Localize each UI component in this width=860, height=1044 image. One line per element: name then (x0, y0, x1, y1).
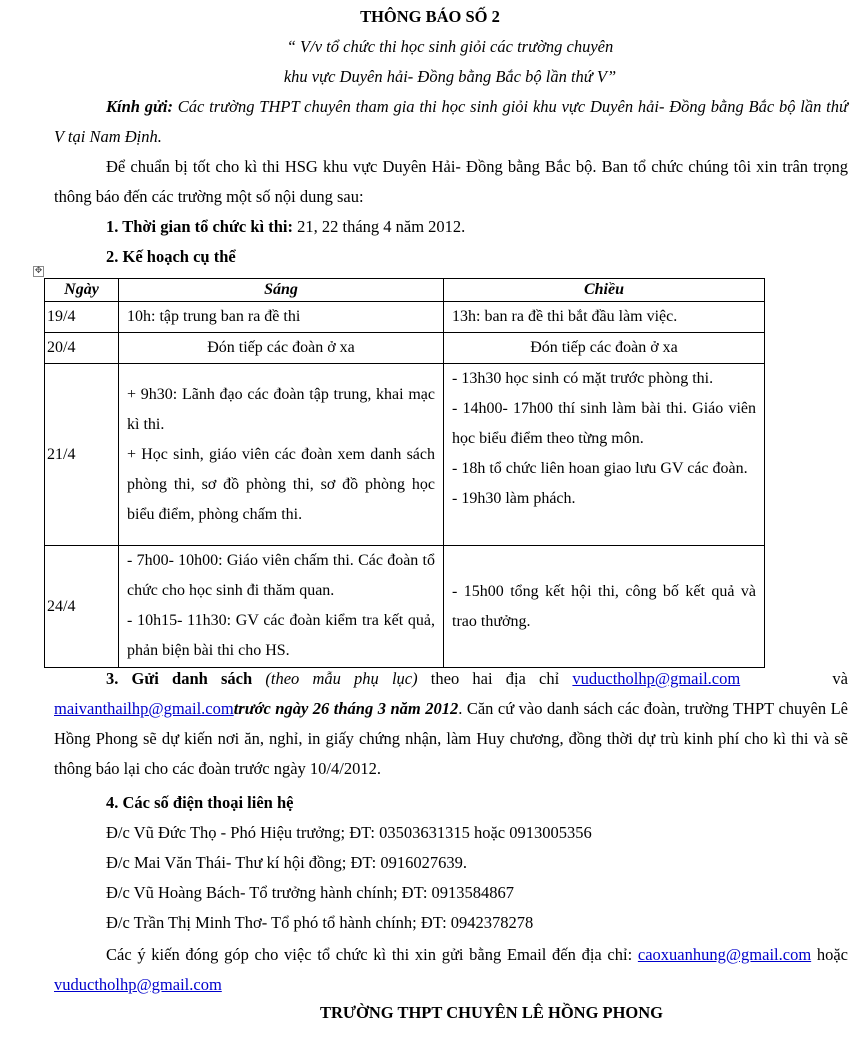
feedback-or: hoặc (816, 945, 849, 964)
section3-label: 3. Gửi danh sách (106, 669, 253, 688)
afternoon-item: - 15h00 tổng kết hội thi, công bố kết quả và trao thưởng. (452, 582, 756, 630)
table-row (45, 546, 765, 668)
greeting-paragraph (54, 92, 848, 152)
header-day: Ngày (45, 279, 119, 302)
feedback-email-link-1[interactable]: caoxuanhung@gmail.com (637, 945, 812, 964)
intro-paragraph: Để chuẩn bị tốt cho kì thi HSG khu vực Duyên Hải- Đồng bằng Bắc bộ. Ban tổ chức chúng tôi xin trân trọng thông báo đến các trường một số nội dung sau: (54, 157, 848, 206)
header-afternoon: Chiều (444, 279, 765, 302)
row-afternoon (444, 546, 765, 668)
header-morning: Sáng (119, 279, 444, 302)
document-title: THÔNG BÁO SỐ 2 (360, 7, 500, 26)
table-header-row (45, 279, 765, 302)
section3-text-before: theo hai địa chỉ (417, 669, 573, 688)
row-morning: Đón tiếp các đoàn ở xa (119, 333, 444, 364)
row-morning (119, 364, 444, 546)
row-afternoon: 13h: ban ra đề thi bắt đầu làm việc. (444, 302, 765, 333)
afternoon-item: - 18h tổ chức liên hoan giao lưu GV các đoàn. (452, 460, 748, 477)
section2-heading: 2. Kế hoạch cụ thể (106, 247, 236, 266)
section3-paragraph (54, 664, 848, 784)
contact-item: Đ/c Trần Thị Minh Thơ- Tổ phó tổ hành chính; ĐT: 0942378278 (106, 913, 534, 932)
row-day: 24/4 (45, 546, 119, 668)
section1-value: 21, 22 tháng 4 năm 2012. (292, 217, 466, 236)
morning-item: + 9h30: Lãnh đạo các đoàn tập trung, khai mạc kì thi. (127, 385, 435, 433)
feedback-email-link-2[interactable]: vuductholhp@gmail.com (54, 975, 222, 994)
morning-item: - 10h15- 11h30: GV các đoàn kiểm tra kết quả, phản biện bài thi cho HS. (127, 612, 435, 659)
greeting-text: Các trường THPT chuyên tham gia thi học sinh giỏi khu vực Duyên hải- Đồng bằng Bắc bộ lần thứ V tại Nam Định. (54, 97, 848, 146)
row-morning: 10h: tập trung ban ra đề thi (119, 302, 444, 333)
contact-item: Đ/c Vũ Hoàng Bách- Tổ trưởng hành chính; ĐT: 0913584867 (106, 883, 515, 902)
row-afternoon (444, 364, 765, 546)
email-link-1[interactable]: vuductholhp@gmail.com (572, 669, 741, 688)
document-subtitle-line2: khu vực Duyên hải- Đồng bằng Bắc bộ lần thứ V” (283, 67, 617, 86)
section4-heading: 4. Các số điện thoại liên hệ (106, 793, 294, 812)
row-day: 20/4 (45, 333, 119, 364)
table-row (45, 364, 765, 546)
email-link-2[interactable]: maivanthailhp@gmail.com (54, 699, 234, 718)
section1-label: 1. Thời gian tổ chức kì thi: (106, 217, 293, 236)
contact-item: Đ/c Vũ Đức Thọ - Phó Hiệu trưởng; ĐT: 03503631315 hoặc 0913005356 (106, 823, 592, 842)
section1 (106, 212, 848, 242)
section3-deadline: trước ngày 26 tháng 3 năm 2012 (233, 699, 459, 718)
section3-note: (theo mẫu phụ lục) (265, 669, 418, 688)
signature: TRƯỜNG THPT CHUYÊN LÊ HỒNG PHONG (320, 1003, 664, 1022)
afternoon-item: - 19h30 làm phách. (452, 490, 576, 507)
row-morning (119, 546, 444, 668)
section3-and: và (832, 669, 848, 688)
section3-text-after: . Căn cứ vào danh sách các đoàn, trường THPT chuyên Lê Hồng Phong sẽ dự kiến nơi ăn, nghỉ, in giấy chứng nhận, làm Huy chương, đồng thời dự trù kinh phí cho kì thi và sẽ thông báo lại cho các đoàn trước ngày 10/4/2012. (54, 699, 848, 778)
row-day: 21/4 (45, 364, 119, 546)
contact-item: Đ/c Mai Văn Thái- Thư kí hội đồng; ĐT: 0916027639. (106, 853, 468, 872)
morning-item: - 7h00- 10h00: Giáo viên chấm thi. Các đoàn tổ chức cho học sinh đi thăm quan. (127, 552, 435, 599)
feedback-text: Các ý kiến đóng góp cho việc tổ chức kì thi xin gửi bằng Email đến địa chỉ: (106, 945, 638, 964)
afternoon-item: - 14h00- 17h00 thí sinh làm bài thi. Giáo viên học biểu điểm theo từng môn. (452, 400, 756, 447)
table-row (45, 302, 765, 333)
schedule-table (44, 278, 765, 668)
move-handle-icon[interactable]: ✥ (34, 266, 43, 276)
morning-item: + Học sinh, giáo viên các đoàn xem danh sách phòng thi, sơ đồ phòng thi, sơ đồ phòng học biểu điểm, phòng chấm thi. (127, 445, 435, 523)
document-subtitle-line1: “ V/v tổ chức thi học sinh giỏi các trường chuyên (286, 37, 614, 56)
table-row (45, 333, 765, 364)
row-day: 19/4 (45, 302, 119, 333)
feedback-paragraph (54, 940, 848, 1000)
afternoon-item: - 13h30 học sinh có mặt trước phòng thi. (452, 370, 714, 387)
greeting-label: Kính gửi: (106, 97, 173, 116)
row-afternoon: Đón tiếp các đoàn ở xa (444, 333, 765, 364)
